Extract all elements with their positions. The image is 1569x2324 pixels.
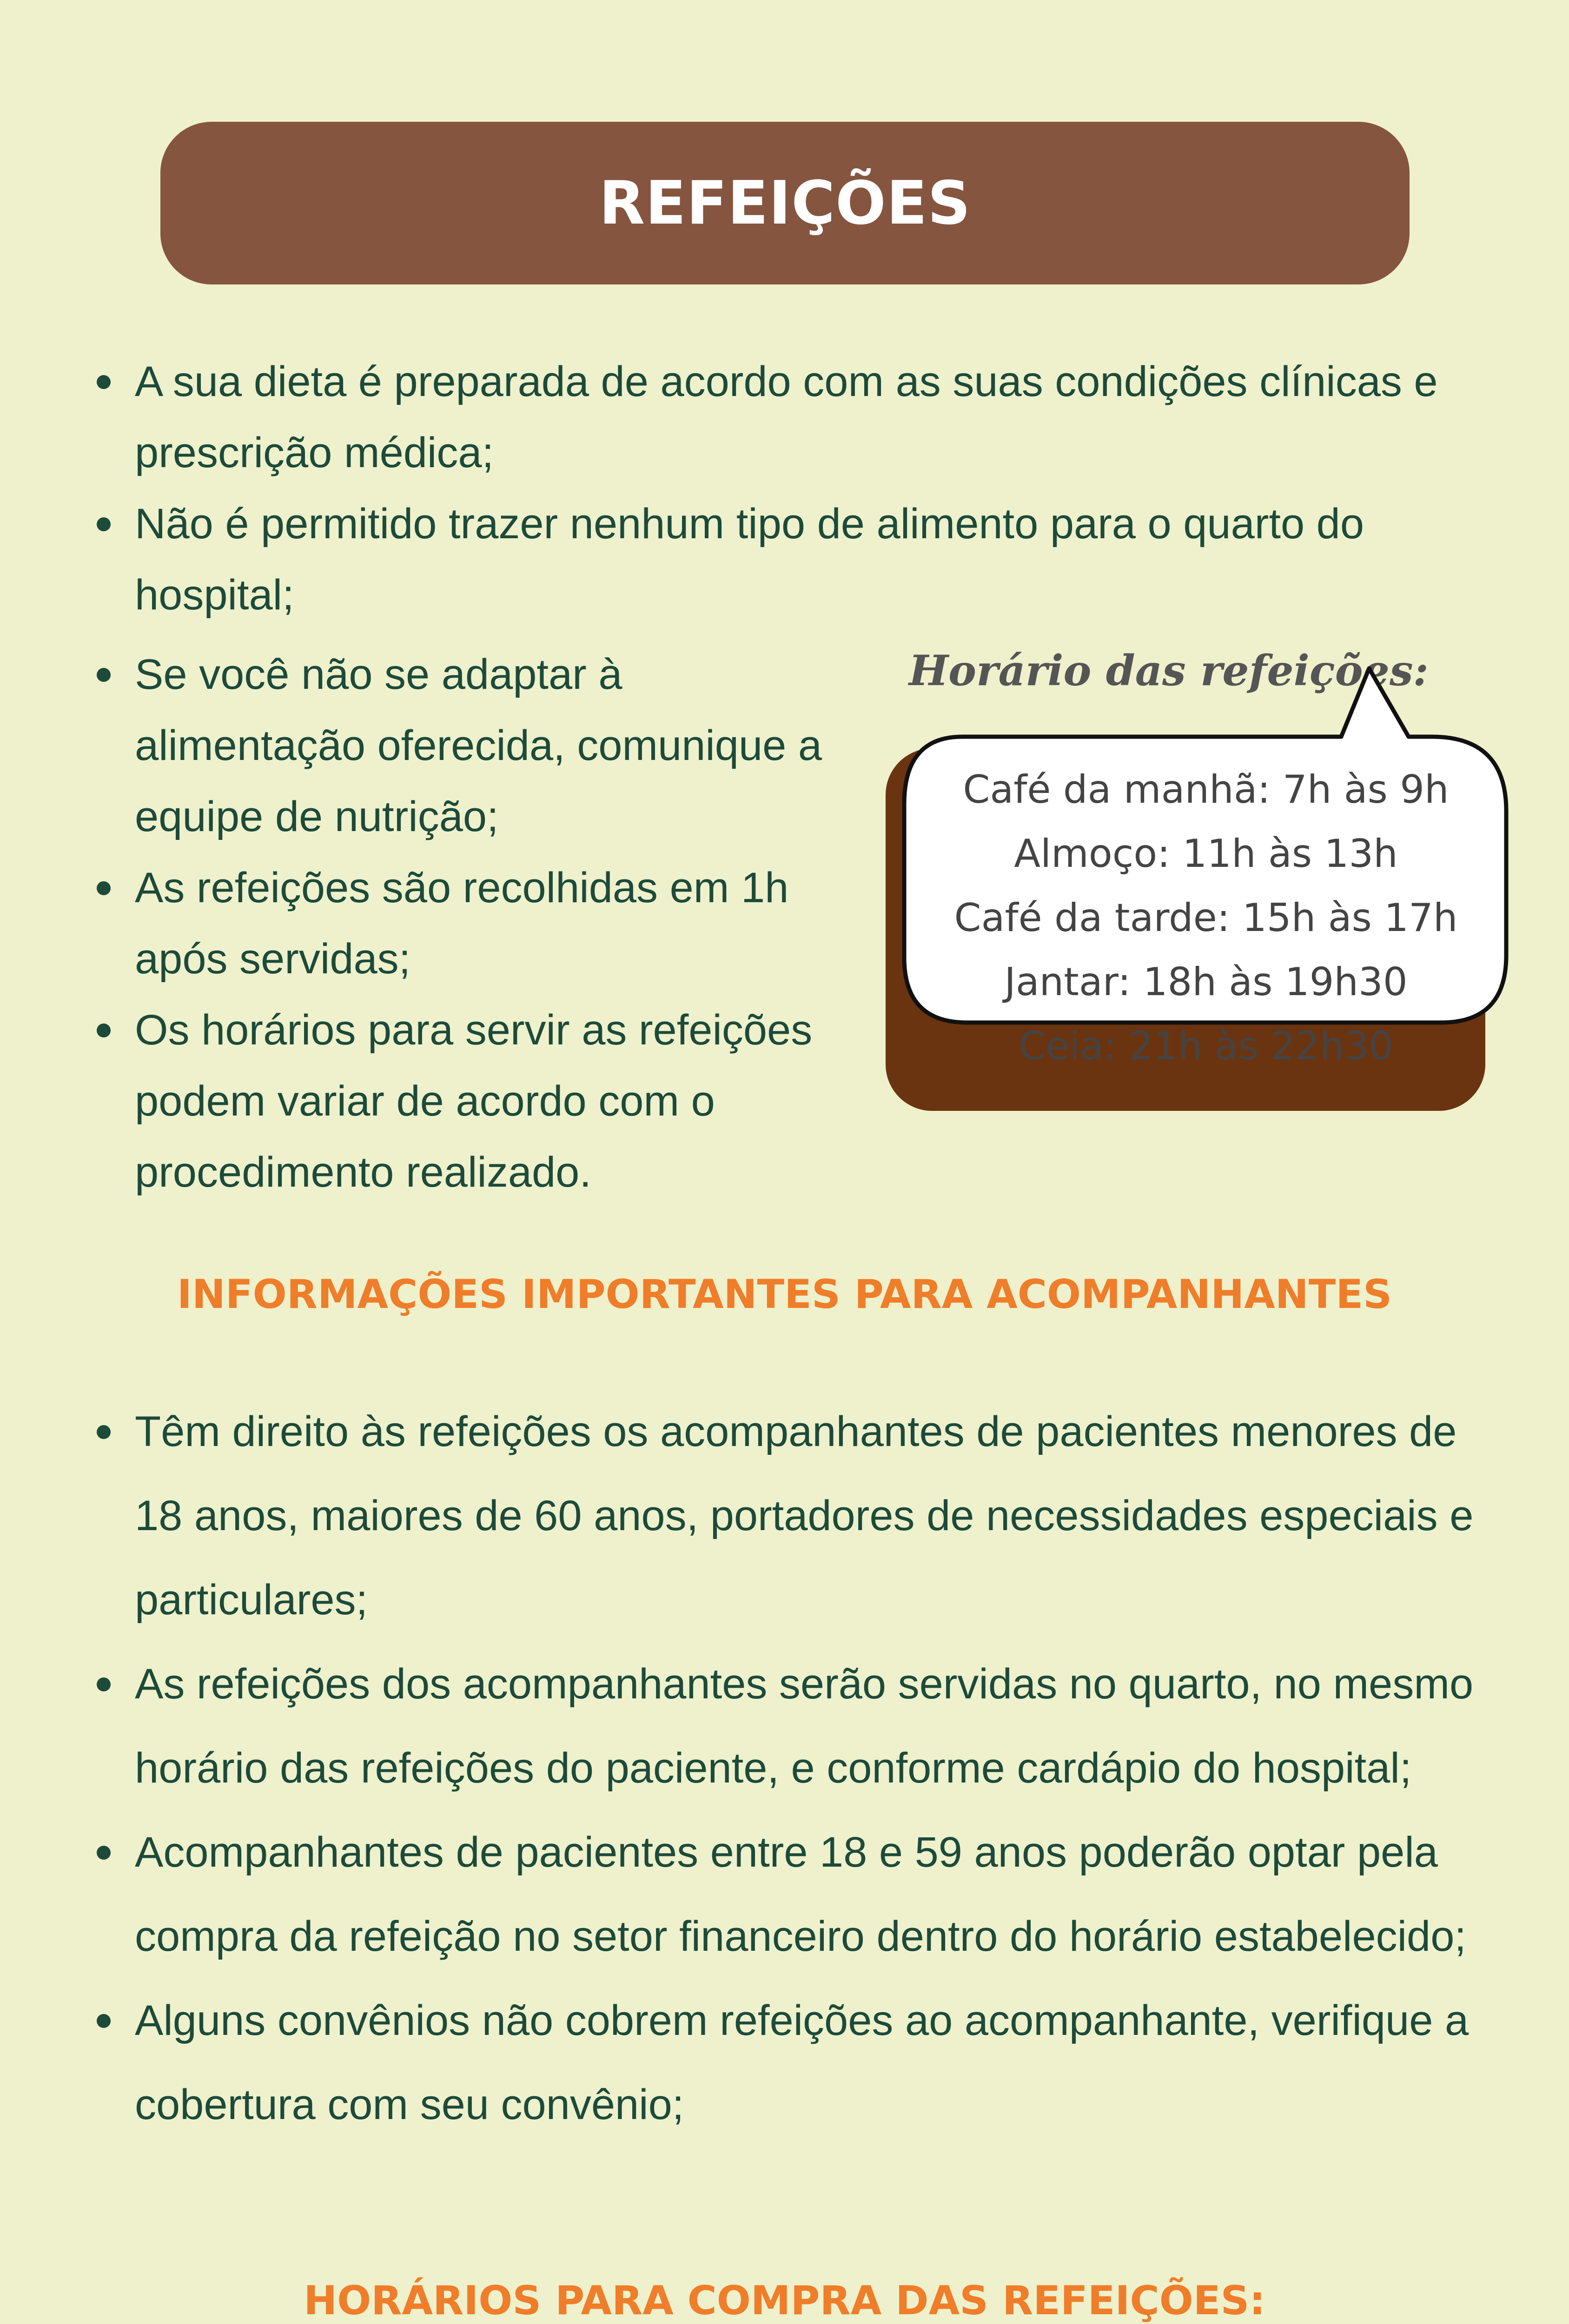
list-item: Acompanhantes de pacientes entre 18 e 59 anos poderão optar pela compra da refeição no setor financeiro dentro do horário estabelecido; (93, 1810, 1511, 1979)
companion-list (93, 1390, 1511, 2147)
meal-time-item: Café da manhã: 7h às 9h (963, 767, 1449, 812)
list-item: Não é permitido trazer nenhum tipo de alimento para o quarto do hospital; (93, 489, 1488, 631)
companion-section-title: INFORMAÇÕES IMPORTANTES PARA ACOMPANHANTES (177, 1271, 1392, 1318)
patient-notes-side-list (93, 639, 851, 1208)
page-title: REFEIÇÕES (599, 168, 971, 238)
list-item: Têm direito às refeições os acompanhantes de pacientes menores de 18 anos, maiores de 60 anos, portadores de necessidades especiais e particulares; (93, 1390, 1511, 1642)
meal-time-item: Almoço: 11h às 13h (1014, 831, 1398, 876)
patient-notes-list (93, 346, 1488, 631)
meal-schedule-heading: Horário das refeições: (909, 646, 1429, 695)
meal-time-item: Jantar: 18h às 19h30 (1004, 959, 1408, 1004)
list-item: Alguns convênios não cobrem refeições ao acompanhante, verifique a cobertura com seu convênio; (93, 1979, 1511, 2147)
meal-time-item: Café da tarde: 15h às 17h (954, 895, 1458, 940)
title-banner (160, 122, 1410, 284)
purchase-section-title: HORÁRIOS PARA COMPRA DAS REFEIÇÕES: (304, 2278, 1265, 2324)
list-item: Se você não se adaptar à alimentação oferecida, comunique a equipe de nutrição; (93, 639, 851, 852)
list-item: Os horários para servir as refeições podem variar de acordo com o procedimento realizado. (93, 995, 851, 1208)
list-item: As refeições são recolhidas em 1h após servidas; (93, 852, 851, 995)
meal-schedule-list (905, 758, 1507, 1078)
meal-time-item: Ceia: 21h às 22h30 (1018, 1023, 1394, 1069)
list-item: As refeições dos acompanhantes serão servidas no quarto, no mesmo horário das refeições do paciente, e conforme cardápio do hospital; (93, 1642, 1511, 1810)
list-item: A sua dieta é preparada de acordo com as suas condições clínicas e prescrição médica; (93, 346, 1488, 489)
